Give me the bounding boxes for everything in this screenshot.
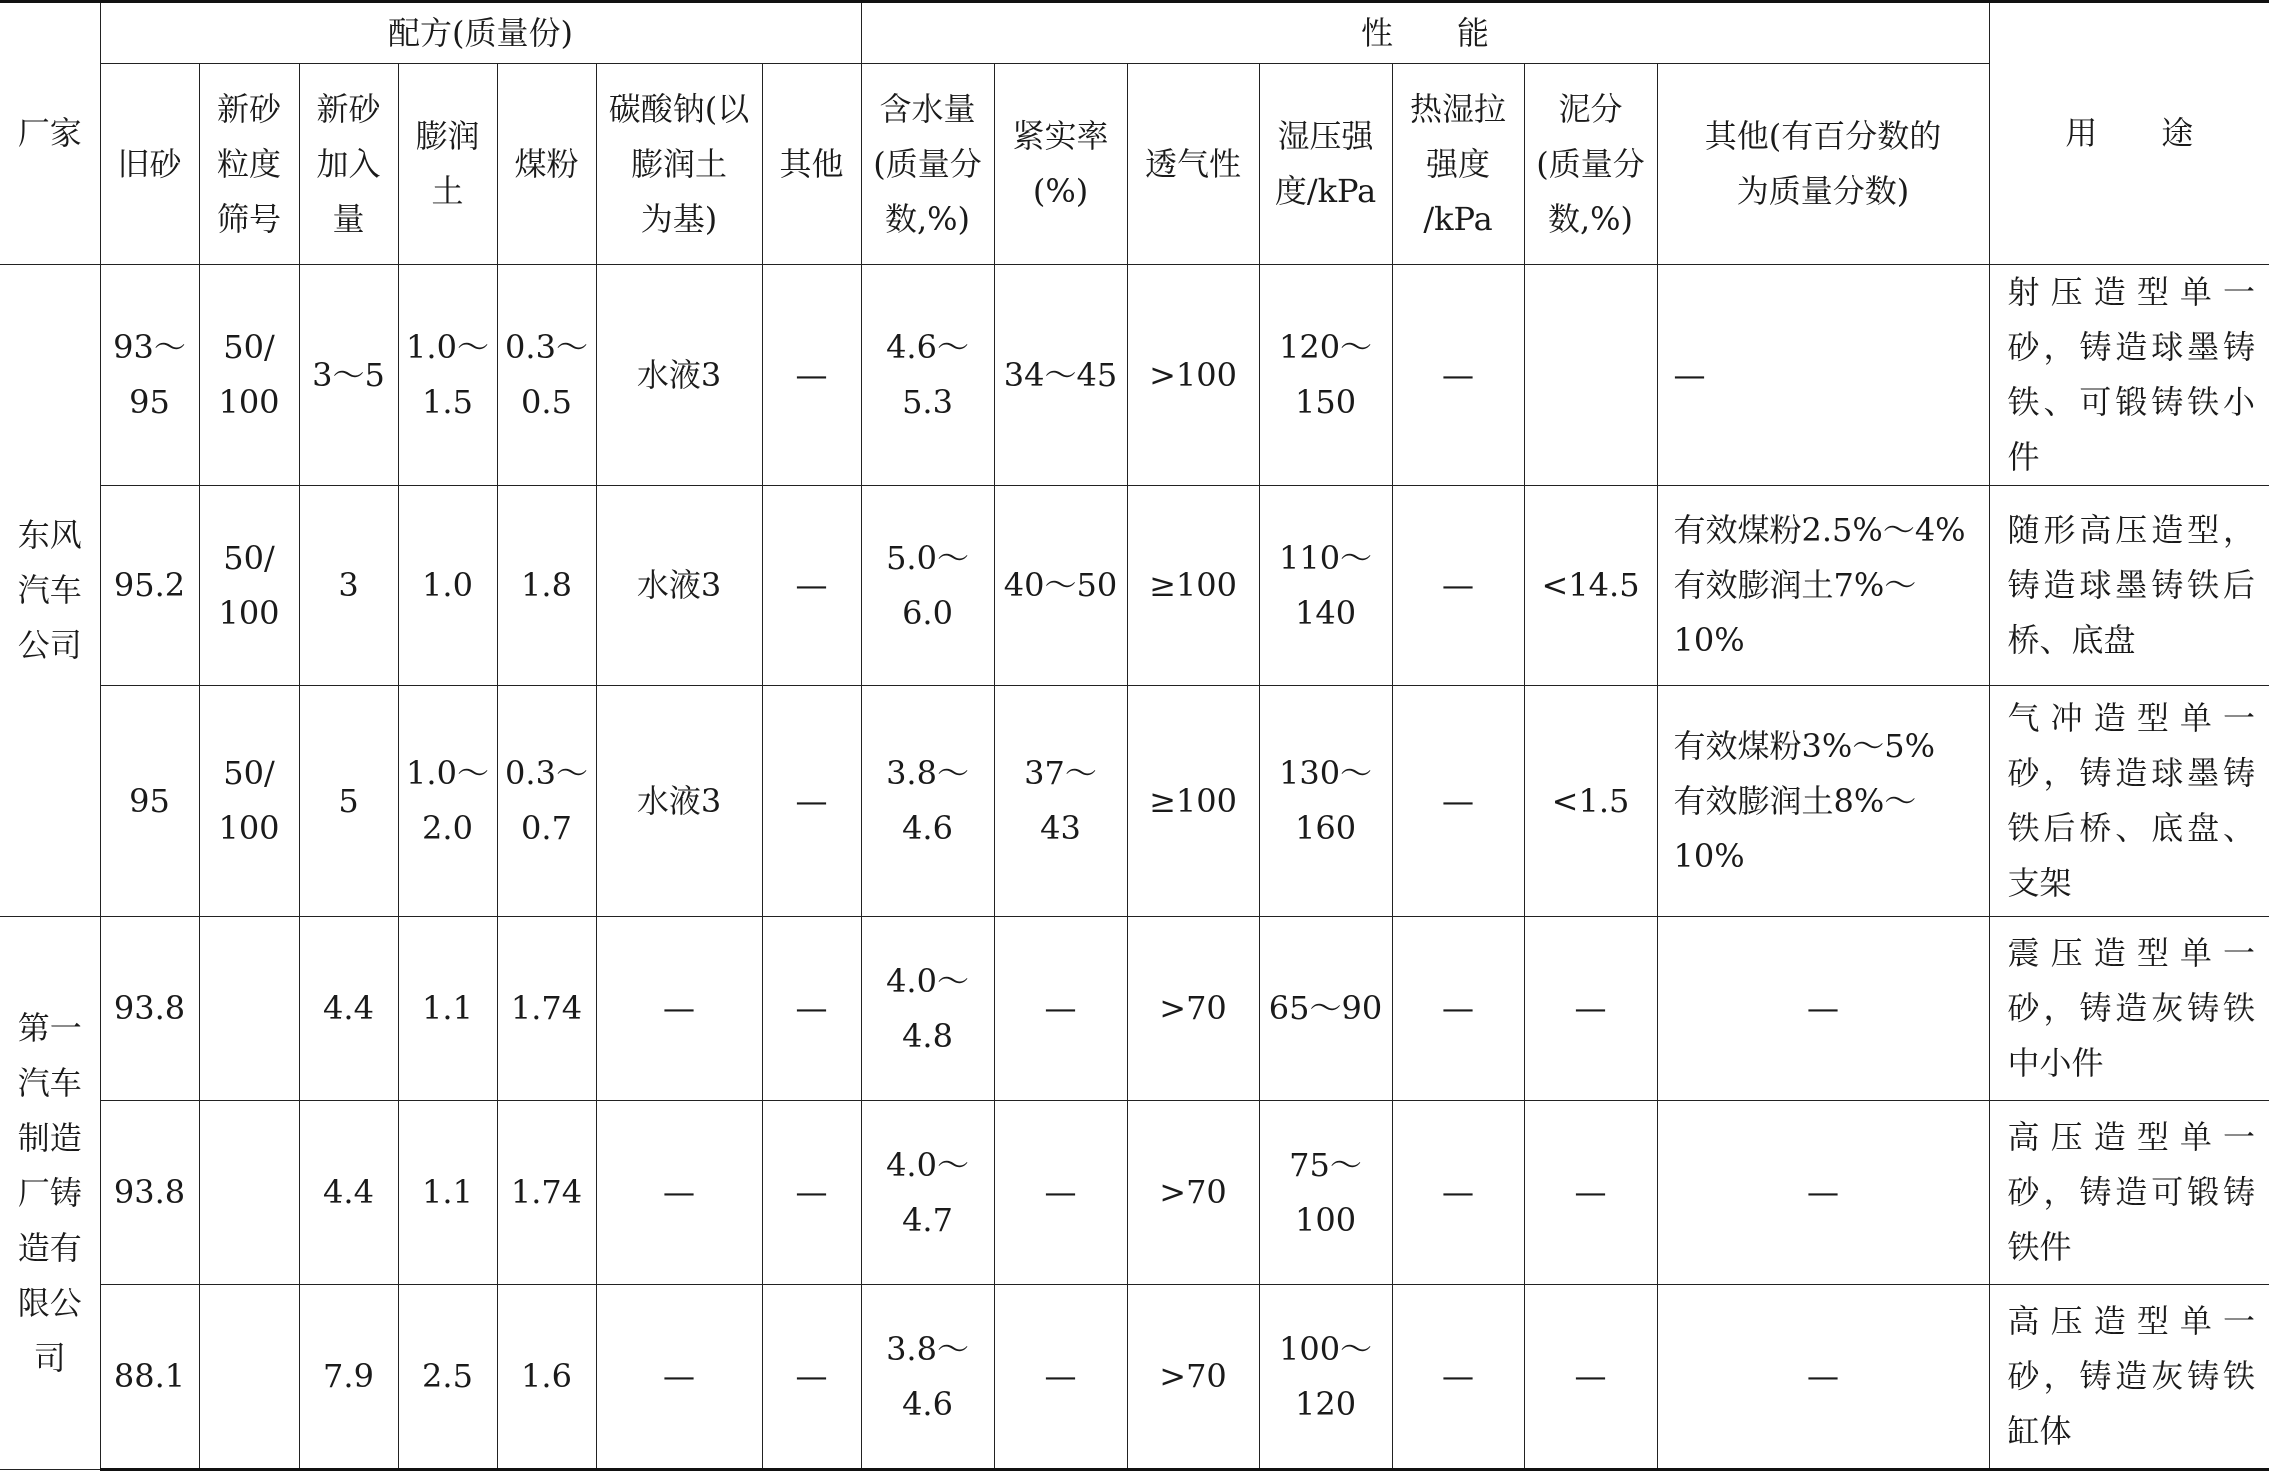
table-row	[0, 1285, 2269, 1470]
header-factory: 厂家	[0, 2, 100, 265]
cell-green-strength: 65～90	[1259, 917, 1392, 1101]
cell-clay-content: —	[1524, 917, 1657, 1101]
cell-usage: 震压造型单一砂，铸造灰铸铁中小件	[1989, 917, 2269, 1101]
cell-usage: 高压造型单一砂，铸造灰铸铁缸体	[1989, 1285, 2269, 1470]
cell-green-strength: 100～ 120	[1259, 1285, 1392, 1470]
cell-sodium-carbonate: 水液3	[596, 486, 762, 686]
cell-clay-content: —	[1524, 1101, 1657, 1285]
cell-prop-other: —	[1657, 1285, 1989, 1470]
cell-coal-powder: 1.74	[497, 1101, 596, 1285]
cell-green-strength: 110～ 140	[1259, 486, 1392, 686]
cell-usage: 气冲造型单一砂，铸造球墨铸铁后桥、底盘、支架	[1989, 686, 2269, 917]
cell-clay-content	[1524, 265, 1657, 486]
cell-bentonite: 1.0	[398, 486, 497, 686]
cell-new-sand-amount: 4.4	[299, 1101, 398, 1285]
cell-recipe-other: —	[762, 486, 861, 686]
table-row	[0, 686, 2269, 917]
cell-compactability: —	[994, 1101, 1127, 1285]
cell-new-sand-amount: 4.4	[299, 917, 398, 1101]
cell-new-sand-mesh	[199, 917, 299, 1101]
header-hot-wet-tensile: 热湿拉 强度 /kPa	[1392, 64, 1524, 265]
cell-new-sand-mesh	[199, 1285, 299, 1470]
table-row	[0, 1101, 2269, 1285]
cell-new-sand-mesh: 50/ 100	[199, 265, 299, 486]
cell-recipe-other: —	[762, 265, 861, 486]
cell-prop-other: —	[1657, 917, 1989, 1101]
header-properties-group: 性 能	[861, 2, 1989, 64]
cell-new-sand-mesh	[199, 1101, 299, 1285]
cell-compactability: 37～ 43	[994, 686, 1127, 917]
cell-permeability: ≥100	[1127, 686, 1259, 917]
cell-sodium-carbonate: 水液3	[596, 686, 762, 917]
cell-new-sand-mesh: 50/ 100	[199, 686, 299, 917]
cell-bentonite: 2.5	[398, 1285, 497, 1470]
cell-moisture: 4.6～5.3	[861, 265, 994, 486]
cell-sodium-carbonate: —	[596, 917, 762, 1101]
cell-old-sand: 88.1	[100, 1285, 199, 1470]
cell-coal-powder: 1.74	[497, 917, 596, 1101]
header-green-strength: 湿压强 度/kPa	[1259, 64, 1392, 265]
cell-recipe-other: —	[762, 917, 861, 1101]
cell-usage: 射压造型单一砂，铸造球墨铸铁、可锻铸铁小件	[1989, 265, 2269, 486]
cell-permeability: >70	[1127, 917, 1259, 1101]
header-usage: 用 途	[1989, 2, 2269, 265]
cell-compactability: 34～45	[994, 265, 1127, 486]
cell-hot-wet-tensile: —	[1392, 1101, 1524, 1285]
header-permeability: 透气性	[1127, 64, 1259, 265]
cell-hot-wet-tensile: —	[1392, 686, 1524, 917]
factory-cell: 东风 汽车 公司	[0, 265, 100, 917]
cell-coal-powder: 1.6	[497, 1285, 596, 1470]
cell-new-sand-amount: 3	[299, 486, 398, 686]
cell-prop-other: 有效煤粉2.5%～4% 有效膨润土7%～10%	[1657, 486, 1989, 686]
cell-clay-content: <14.5	[1524, 486, 1657, 686]
cell-recipe-other: —	[762, 686, 861, 917]
header-recipe-other: 其他	[762, 64, 861, 265]
cell-moisture: 4.0～ 4.8	[861, 917, 994, 1101]
cell-new-sand-amount: 5	[299, 686, 398, 917]
table-row	[0, 265, 2269, 486]
cell-old-sand: 93.8	[100, 1101, 199, 1285]
header-prop-other: 其他(有百分数的 为质量分数)	[1657, 64, 1989, 265]
cell-clay-content: <1.5	[1524, 686, 1657, 917]
cell-coal-powder: 0.3～ 0.5	[497, 265, 596, 486]
cell-recipe-other: —	[762, 1285, 861, 1470]
cell-prop-other: —	[1657, 265, 1989, 486]
header-new-sand-mesh: 新砂 粒度 筛号	[199, 64, 299, 265]
header-bentonite: 膨润 土	[398, 64, 497, 265]
cell-sodium-carbonate: 水液3	[596, 265, 762, 486]
cell-clay-content: —	[1524, 1285, 1657, 1470]
cell-compactability: —	[994, 917, 1127, 1101]
cell-compactability: 40～50	[994, 486, 1127, 686]
cell-moisture: 3.8～ 4.6	[861, 686, 994, 917]
cell-hot-wet-tensile: —	[1392, 265, 1524, 486]
cell-permeability: >70	[1127, 1285, 1259, 1470]
cell-bentonite: 1.0～ 1.5	[398, 265, 497, 486]
header-old-sand: 旧砂	[100, 64, 199, 265]
cell-new-sand-amount: 7.9	[299, 1285, 398, 1470]
cell-coal-powder: 0.3～ 0.7	[497, 686, 596, 917]
header-clay-content: 泥分 (质量分 数,%)	[1524, 64, 1657, 265]
cell-coal-powder: 1.8	[497, 486, 596, 686]
factory-cell: 第一 汽车 制造 厂铸 造有 限公 司	[0, 917, 100, 1470]
cell-compactability: —	[994, 1285, 1127, 1470]
cell-permeability: >70	[1127, 1101, 1259, 1285]
cell-new-sand-mesh: 50/ 100	[199, 486, 299, 686]
cell-bentonite: 1.0～ 2.0	[398, 686, 497, 917]
header-recipe-group: 配方(质量份)	[100, 2, 861, 64]
cell-old-sand: 95	[100, 686, 199, 917]
cell-prop-other: 有效煤粉3%～5% 有效膨润土8%～10%	[1657, 686, 1989, 917]
cell-sodium-carbonate: —	[596, 1285, 762, 1470]
header-moisture: 含水量 (质量分 数,%)	[861, 64, 994, 265]
cell-usage: 高压造型单一砂，铸造可锻铸铁件	[1989, 1101, 2269, 1285]
header-coal-powder: 煤粉	[497, 64, 596, 265]
cell-usage: 随形高压造型，铸造球墨铸铁后桥、底盘	[1989, 486, 2269, 686]
cell-old-sand: 95.2	[100, 486, 199, 686]
cell-green-strength: 75～100	[1259, 1101, 1392, 1285]
cell-permeability: >100	[1127, 265, 1259, 486]
cell-recipe-other: —	[762, 1101, 861, 1285]
cell-moisture: 3.8～ 4.6	[861, 1285, 994, 1470]
cell-prop-other: —	[1657, 1101, 1989, 1285]
cell-green-strength: 120～ 150	[1259, 265, 1392, 486]
cell-green-strength: 130～ 160	[1259, 686, 1392, 917]
cell-hot-wet-tensile: —	[1392, 917, 1524, 1101]
cell-hot-wet-tensile: —	[1392, 486, 1524, 686]
cell-moisture: 4.0～ 4.7	[861, 1101, 994, 1285]
header-sodium-carbonate: 碳酸钠(以 膨润土 为基)	[596, 64, 762, 265]
table-row	[0, 486, 2269, 686]
header-new-sand-amount: 新砂 加入 量	[299, 64, 398, 265]
cell-old-sand: 93.8	[100, 917, 199, 1101]
cell-bentonite: 1.1	[398, 917, 497, 1101]
cell-sodium-carbonate: —	[596, 1101, 762, 1285]
cell-old-sand: 93～ 95	[100, 265, 199, 486]
cell-hot-wet-tensile: —	[1392, 1285, 1524, 1470]
header-compactability: 紧实率 (%)	[994, 64, 1127, 265]
cell-moisture: 5.0～6.0	[861, 486, 994, 686]
cell-permeability: ≥100	[1127, 486, 1259, 686]
cell-bentonite: 1.1	[398, 1101, 497, 1285]
table-row	[0, 917, 2269, 1101]
cell-new-sand-amount: 3～5	[299, 265, 398, 486]
